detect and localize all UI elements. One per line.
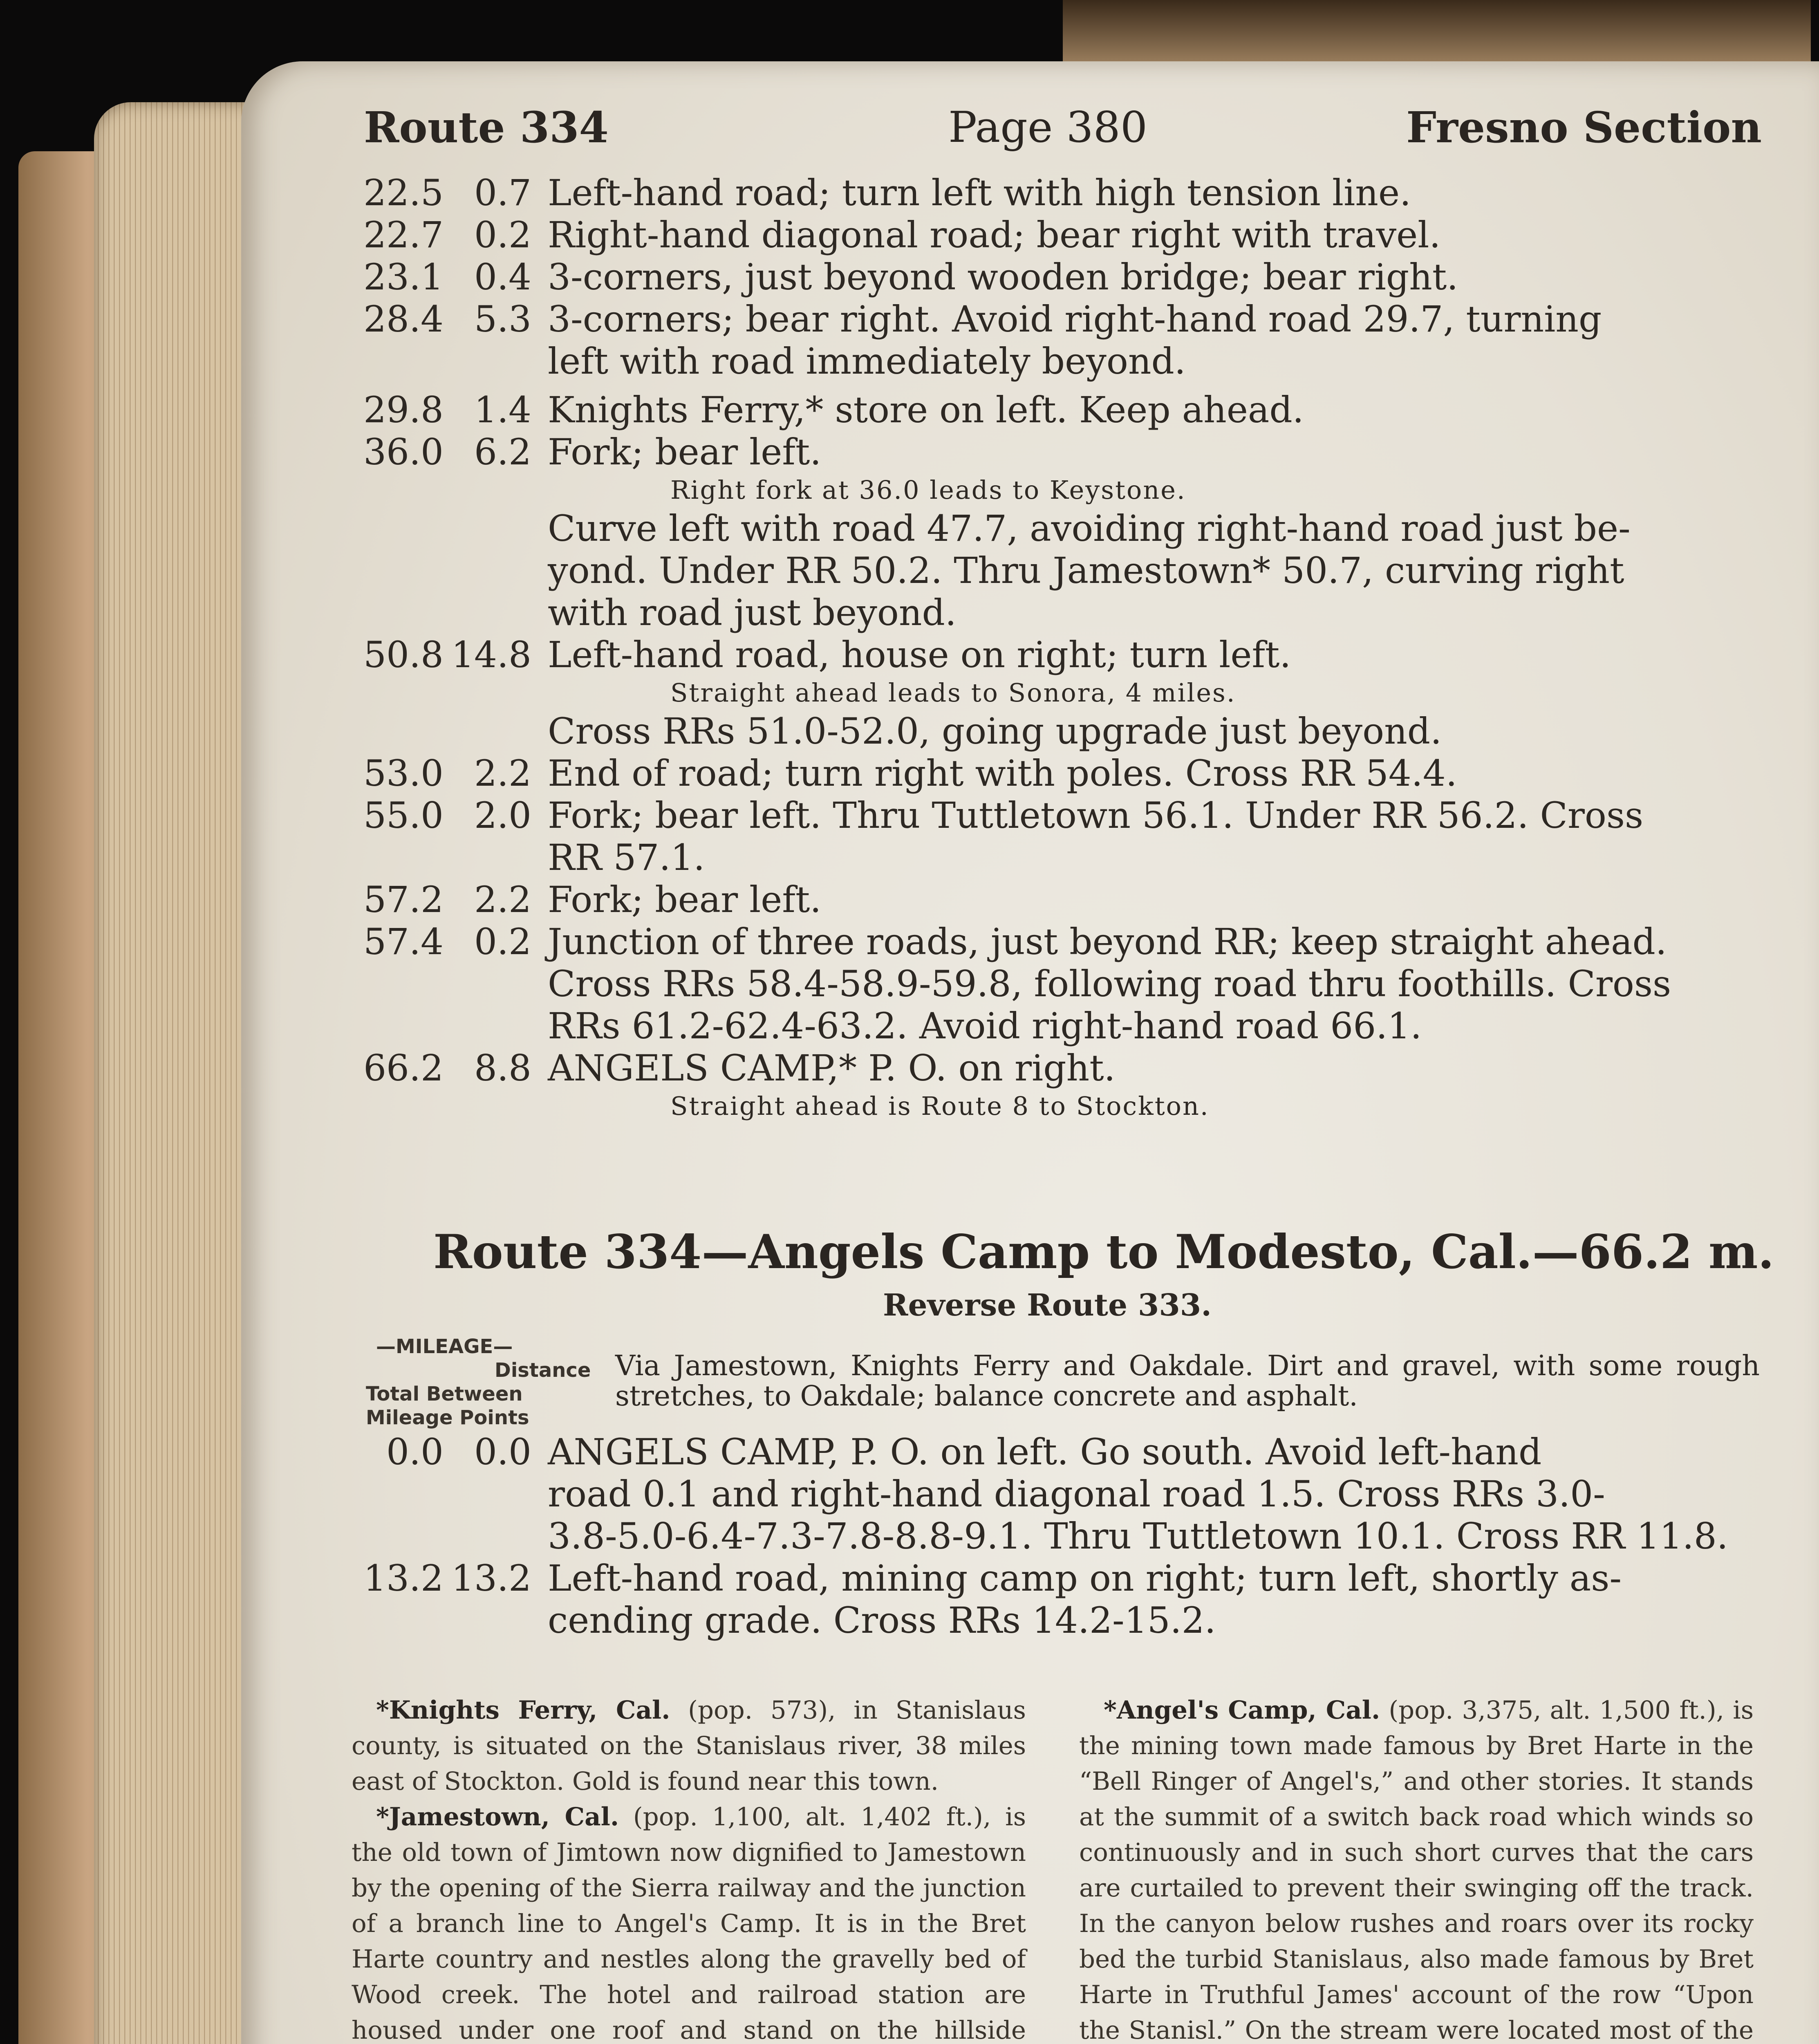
header-page-number: Page 380 [948, 102, 1147, 152]
direction-row-continued: with road just beyond. [548, 592, 957, 634]
route-334-directions [356, 1431, 1762, 1641]
direction-row: 13.2 13.2 Left-hand road, mining camp on right; turn left, shortly as- [363, 1557, 1622, 1599]
header-section: Fresno Section [1406, 102, 1762, 152]
distance-label: Distance [495, 1359, 591, 1382]
direction-note: Straight ahead is Route 8 to Stockton. [670, 1091, 1210, 1121]
direction-row: 57.4 0.2 Junction of three roads, just beyond RR; keep straight ahead. [363, 921, 1667, 963]
direction-row: 23.1 0.4 3-corners, just beyond wooden bridge; bear right. [363, 256, 1458, 298]
footnote-knights-ferry: *Knights Ferry, Cal. (pop. 573), in Stanislaus county, is situated on the Stanislaus river, 38 miles east of Stockton. Gold is found near this town. [352, 1696, 1026, 1796]
direction-row-continued: Cross RRs 51.0-52.0, going upgrade just beyond. [548, 710, 1442, 752]
direction-note: Straight ahead leads to Sonora, 4 miles. [670, 678, 1236, 708]
direction-row: 53.0 2.2 End of road; turn right with poles. Cross RR 54.4. [363, 752, 1457, 794]
running-header [364, 102, 1762, 159]
direction-row: 22.7 0.2 Right-hand diagonal road; bear right with travel. [363, 214, 1441, 256]
direction-row-continued: RRs 61.2-62.4-63.2. Avoid right-hand road 66.1. [548, 1005, 1422, 1047]
direction-row-continued: Curve left with road 47.7, avoiding right-hand road just be- [548, 507, 1631, 549]
direction-row: 0.0 0.0 ANGELS CAMP, P. O. on left. Go south. Avoid left-hand [386, 1431, 1542, 1473]
route-334-subtitle: Reverse Route 333. [883, 1288, 1212, 1323]
direction-note: Right fork at 36.0 leads to Keystone. [670, 475, 1186, 505]
direction-row-continued: road 0.1 and right-hand diagonal road 1.5. Cross RRs 3.0- [548, 1473, 1605, 1515]
mileage-column-header [360, 1335, 591, 1430]
header-route: Route 334 [364, 102, 609, 152]
footnotes-right-column [1079, 1692, 1754, 2044]
route-334-description: Via Jamestown, Knights Ferry and Oakdale. Dirt and gravel, with some rough stretches, to Oakdale; balance concrete and asphalt. [615, 1350, 1760, 1412]
direction-row-continued: 3.8-5.0-6.4-7.3-7.8-8.8-9.1. Thru Tuttletown 10.1. Cross RR 11.8. [548, 1515, 1728, 1557]
direction-row: 36.0 6.2 Fork; bear left. [363, 431, 822, 473]
direction-row: 22.5 0.7 Left-hand road; turn left with high tension line. [363, 172, 1411, 214]
route-333-directions [356, 172, 1762, 1123]
direction-row-continued: left with road immediately beyond. [548, 340, 1186, 382]
direction-row: 29.8 1.4 Knights Ferry,* store on left. Keep ahead. [363, 389, 1304, 431]
direction-row-continued: cending grade. Cross RRs 14.2-15.2. [548, 1599, 1216, 1641]
total-between-label: Total Between [366, 1383, 523, 1405]
direction-row-continued: RR 57.1. [548, 836, 705, 879]
footnote-jamestown: *Jamestown, Cal. (pop. 1,100, alt. 1,402 ft.), is the old town of Jimtown now dignified to Jamestown by the opening of the Sierra railway and the junction of a branch line to Angel's Camp. It is in the Bret Harte country and nestles along the gravelly bed of Wood creek. The hotel and railroad station are housed under one roof and stand on the hillside [352, 1802, 1026, 2044]
direction-row: 55.0 2.0 Fork; bear left. Thru Tuttletown 56.1. Under RR 56.2. Cross [363, 794, 1644, 836]
footnote-angels-camp: *Angel's Camp, Cal. (pop. 3,375, alt. 1,500 ft.), is the mining town made famous by Bret Harte in the “Bell Ringer of Angel's,” and other stories. It stands at the summit of a switch back road which winds so continuously and in such short curves that the cars are curtailed to prevent their swinging off the track. In the canyon below rushes and roars over its rocky bed the turbid Stanislaus, also made famous by Bret Harte in Truthful James' account of the row “Upon the Stanisl.” On the stream were located most of the [1079, 1696, 1754, 2044]
direction-row: 50.8 14.8 Left-hand road, house on right; turn left. [363, 634, 1291, 676]
direction-row: 28.4 5.3 3-corners; bear right. Avoid right-hand road 29.7, turning [363, 298, 1602, 340]
direction-row: 57.2 2.2 Fork; bear left. [363, 879, 822, 921]
mileage-label: —MILEAGE— [376, 1335, 513, 1358]
footnotes-left-column [352, 1692, 1026, 2044]
direction-row-continued: Cross RRs 58.4-58.9-59.8, following road thru foothills. Cross [548, 963, 1671, 1005]
mileage-points-label: Mileage Points [366, 1406, 529, 1429]
direction-row-continued: yond. Under RR 50.2. Thru Jamestown* 50.7, curving right [548, 549, 1624, 592]
direction-row: 66.2 8.8 ANGELS CAMP,* P. O. on right. [363, 1047, 1116, 1089]
route-334-title: Route 334—Angels Camp to Modesto, Cal.—66.2 m. [433, 1224, 1774, 1279]
